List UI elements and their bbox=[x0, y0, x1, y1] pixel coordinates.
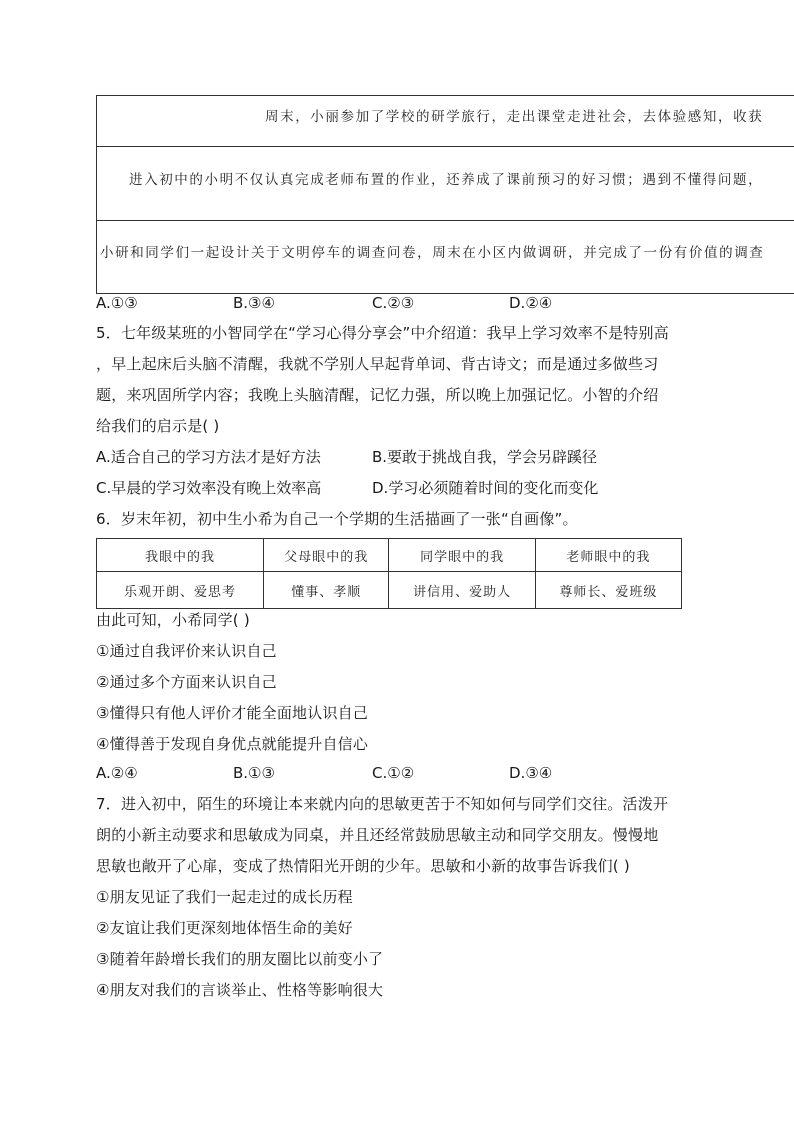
table-header-cell: 老师眼中的我 bbox=[535, 539, 681, 572]
table-cell: 尊师长、爱班级 bbox=[535, 572, 681, 609]
q7-stem-line-2: 朗的小新主动要求和思敏成为同桌，并且还经常鼓励思敏主动和同学交朋友。慢慢地 bbox=[96, 826, 659, 844]
q6-option-d: D.③④ bbox=[509, 764, 553, 782]
q7-stem-line-1: 7．进入初中，陌生的环境让本来就内向的思敏更苦于不知如何与同学们交往。活泼开 bbox=[96, 795, 669, 813]
q4-option-a: A.①③ bbox=[96, 294, 138, 312]
q5-stem-line-3: 题，来巩固所学内容；我晚上头脑清醒，记忆力强，所以晚上加强记忆。小智的介绍 bbox=[96, 386, 659, 404]
q5-stem-line-2: ，早上起床后头脑不清醒，我就不学别人早起背单词、背古诗文；而是通过多做些习 bbox=[96, 355, 659, 373]
scenario-table bbox=[96, 95, 794, 294]
scenario-row-2: 进入初中的小明不仅认真完成老师布置的作业，还养成了课前预习的好习惯；遇到不懂得问题， bbox=[97, 147, 794, 221]
q5-option-a: A.适合自己的学习方法才是好方法 bbox=[96, 448, 321, 466]
q7-statement-1: ①朋友见证了我们一起走过的成长历程 bbox=[96, 888, 353, 906]
q7-stem-line-3: 思敏也敞开了心扉，变成了热情阳光开朗的少年。思敏和小新的故事告诉我们( ) bbox=[96, 857, 630, 875]
q6-option-c: C.①② bbox=[372, 764, 415, 782]
q5-stem-line-4: 给我们的启示是( ) bbox=[96, 417, 220, 435]
self-portrait-table bbox=[96, 538, 682, 609]
table-header-cell: 同学眼中的我 bbox=[389, 539, 535, 572]
q7-statement-4: ④朋友对我们的言谈举止、性格等影响很大 bbox=[96, 981, 384, 999]
scenario-row-1: 周末，小丽参加了学校的研学旅行，走出课堂走进社会，去体验感知，收获 bbox=[97, 96, 794, 147]
table-row bbox=[97, 572, 682, 609]
q6-stem: 6．岁末年初，初中生小希为自己一个学期的生活描画了一张“自画像”。 bbox=[96, 510, 578, 528]
q5-stem-line-1: 5．七年级某班的小智同学在“学习心得分享会”中介绍道：我早上学习效率不是特别高 bbox=[96, 324, 669, 342]
table-header-cell: 我眼中的我 bbox=[97, 539, 264, 572]
table-cell: 懂事、孝顺 bbox=[263, 572, 389, 609]
q5-option-c: C.早晨的学习效率没有晚上效率高 bbox=[96, 479, 322, 497]
q6-statement-1: ①通过自我评价来认识自己 bbox=[96, 642, 277, 660]
q6-option-a: A.②④ bbox=[96, 764, 138, 782]
q7-statement-2: ②友谊让我们更深刻地体悟生命的美好 bbox=[96, 919, 353, 937]
q6-option-b: B.①③ bbox=[233, 764, 275, 782]
q7-statement-3: ③随着年龄增长我们的朋友圈比以前变小了 bbox=[96, 950, 384, 968]
q5-options-row-2 bbox=[96, 477, 716, 499]
q6-statement-2: ②通过多个方面来认识自己 bbox=[96, 673, 277, 691]
q6-follow: 由此可知，小希同学( ) bbox=[96, 611, 250, 629]
q6-statement-4: ④懂得善于发现自身优点就能提升自信心 bbox=[96, 735, 369, 753]
table-cell: 讲信用、爱助人 bbox=[389, 572, 535, 609]
scenario-row-3: 小研和同学们一起设计关于文明停车的调查问卷，周末在小区内做调研，并完成了一份有价值的调查 bbox=[100, 245, 765, 261]
q6-options bbox=[96, 764, 716, 786]
table-header-row bbox=[97, 539, 682, 572]
q4-option-b: B.③④ bbox=[233, 294, 275, 312]
q5-option-b: B.要敢于挑战自我，学会另辟蹊径 bbox=[372, 448, 598, 466]
q6-statement-3: ③懂得只有他人评价才能全面地认识自己 bbox=[96, 704, 369, 722]
q5-option-d: D.学习必须随着时间的变化而变化 bbox=[372, 479, 599, 497]
q4-option-c: C.②③ bbox=[372, 294, 415, 312]
q4-options bbox=[96, 294, 716, 316]
table-header-cell: 父母眼中的我 bbox=[263, 539, 389, 572]
q4-option-d: D.②④ bbox=[509, 294, 553, 312]
table-cell: 乐观开朗、爱思考 bbox=[97, 572, 264, 609]
q5-options-row-1 bbox=[96, 446, 716, 468]
